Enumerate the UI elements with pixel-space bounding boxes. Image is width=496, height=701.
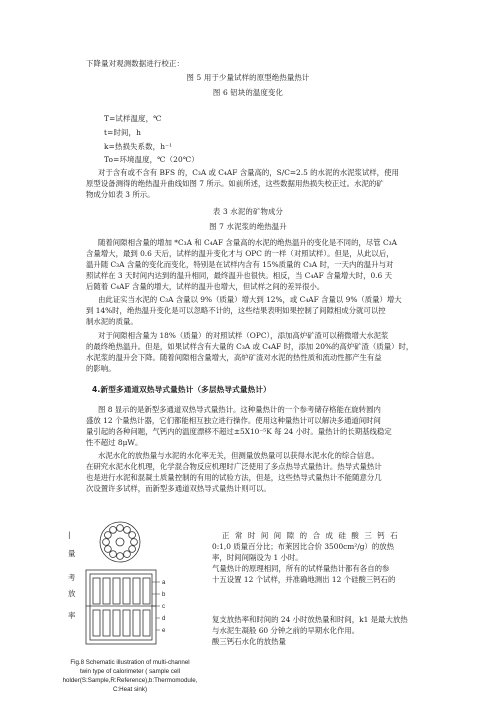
text-line: 也是进行水泥和混凝土质量控制的有用的试验方法，但是，这些热导式量热计不能随意分几 bbox=[86, 473, 382, 482]
figure6-title: 图 6 铝块的温度变化 bbox=[212, 88, 284, 97]
sample-cell bbox=[110, 551, 117, 558]
text-line: 物成分如表 3 所示。 bbox=[86, 190, 155, 199]
text-line: 照试样在 3 天时间内达到的温升相同，最终温升也很快。相反，当 C₄AF 含量增大时，0.6 天 bbox=[86, 271, 392, 280]
text-line: 水泥浆的温升会下降。随着间隙相含量增大，高炉矿渣对水泥的热性质和流动性都产生有益 bbox=[86, 353, 382, 362]
text-line: 含量增大，最到 0.6 天后，试样的温升变化才与 OPC 的一样（对照试样）。但是，从此以后， bbox=[86, 249, 394, 258]
cell-columns bbox=[93, 578, 150, 636]
text-line: 率，时间间隔设为 1 小时。 bbox=[212, 553, 303, 562]
heat-sink-outline bbox=[86, 570, 156, 644]
text-line: 酸三钙石水化的放热量 bbox=[212, 637, 286, 646]
side-char: 考 bbox=[68, 573, 76, 582]
text-line: 对于间隙相含量为 18%（质量）的对照试样（OPC），添加高炉矿渣可以稍微增大水泥浆 bbox=[98, 331, 389, 340]
text-line: 次设置许多试样，而新型多通道双热导式量热计则可以。 bbox=[86, 484, 271, 493]
sample-cell bbox=[124, 551, 131, 558]
text-line: 复支放热率和时间的 24 小时放热量和时间，k1 是最大放热 bbox=[212, 615, 408, 624]
text-line: 图 8 显示的是新型多通道双热导式量热计。这种量热计的一个参考储存格能在旋转圆内 bbox=[98, 405, 381, 414]
label-e: e bbox=[162, 628, 166, 634]
label-c: c bbox=[162, 604, 165, 610]
paragraph-multichannel-calorimeter bbox=[86, 404, 416, 448]
side-char: 放 bbox=[68, 589, 76, 598]
caption-line: holder(S:Sample,R:Reference),b:Thermomodule, bbox=[62, 677, 198, 685]
caption-line: twin type of calorimeter ( sample cell bbox=[79, 668, 181, 676]
cell-column bbox=[133, 578, 140, 604]
paragraph-heat-conduction bbox=[86, 450, 416, 494]
text-line: 量引起的各种问题，气钙内的温度漂移不超过±5X10⁻⁵K 每 24 小时。量热计的长期基线稳定 bbox=[86, 427, 392, 436]
cell-column bbox=[103, 578, 110, 604]
text-line: 随着间隙相含量的增加 *C₃A 和 C₄AF 含量高的水泥的绝热温升的变化是不同的，尽管 C₃A bbox=[98, 238, 397, 247]
side-char: 率 bbox=[68, 611, 76, 620]
center-cell bbox=[116, 538, 124, 546]
cell-column bbox=[113, 578, 120, 604]
text-line: 温升随 C₃A 含量的变化而变化，特别是在试样内含有 15%质量的 C₃A 时，一天内的温升与对 bbox=[86, 260, 394, 269]
side-char: | bbox=[68, 530, 71, 539]
right-column-text bbox=[212, 530, 412, 585]
sample-cell bbox=[103, 539, 110, 546]
text-line: 水泥水化的放热量与水泥的水化率无关，但测量放热量可以获得水泥水化的综合信息。 bbox=[98, 451, 379, 460]
sample-cell bbox=[129, 532, 136, 539]
figure5-title: 图 5 用于少量试样的原型绝热量热计 bbox=[186, 73, 310, 82]
variable-item: T=试样温度，℃ bbox=[104, 114, 162, 123]
variable-item: k=热损失系数，h⁻¹ bbox=[104, 142, 173, 151]
cell-column bbox=[143, 578, 150, 604]
section-heading: 4.新型多通道双热导式量热计（多层热导式量热计） bbox=[92, 385, 271, 394]
sample-cell bbox=[129, 546, 136, 553]
holder-outer-circle bbox=[100, 522, 140, 562]
calorimeter-side-view bbox=[86, 570, 156, 644]
side-char: 量 bbox=[68, 549, 76, 558]
caption-line: C:Heat sink) bbox=[112, 686, 148, 694]
text-line: 的影响。 bbox=[86, 364, 116, 373]
text-line: 后随着 C₄AF 含量的增大，试样的温升也增大，但试样之间的差异很小。 bbox=[86, 282, 325, 291]
paragraph-quality-control bbox=[86, 294, 416, 327]
paragraph-interstitial-phase bbox=[86, 237, 416, 292]
intro-line: 下降量对观测数据进行校正： bbox=[86, 59, 185, 68]
sample-cell bbox=[104, 546, 111, 553]
text-line: 制水泥的质量。 bbox=[86, 317, 138, 326]
sample-holder-top-view bbox=[100, 522, 140, 562]
cell-column bbox=[93, 610, 100, 636]
label-a: a bbox=[162, 580, 166, 586]
cell-column bbox=[123, 578, 130, 604]
text-line: 盛放 12 个量热计器，它们都能相互独立进行操作。使用这种量热计可以解决多通道间时间 bbox=[86, 416, 381, 425]
text-line: 原型设备测得的绝热温升曲线如图 7 所示。如前所述，这些数据用热损失校正过。水泥的矿 bbox=[86, 179, 384, 188]
cell-column bbox=[113, 610, 120, 636]
text-line: 到 14%时，绝热温升变化是可以忽略不计的，这些结果表明如果控制了间隙相成分就可以控 bbox=[86, 306, 386, 315]
text-line: 与水泥生凝般 60 分钟之前的早期水化作用。 bbox=[212, 626, 360, 635]
text-line: 的最终绝热温升。但是，如果试样含有大量的 C₃A 或 C₄AF 时，添加 20%的高炉矿渣（质量）时， bbox=[86, 342, 414, 351]
cell-column bbox=[123, 610, 130, 636]
cell-column bbox=[93, 578, 100, 604]
sample-cell bbox=[104, 532, 111, 539]
sample-cell bbox=[124, 526, 131, 533]
paragraph-adiabatic-curves bbox=[86, 167, 416, 200]
calorimeter-schematic bbox=[58, 520, 198, 650]
text-line: 对于含有或不含有 BFS 的，C₃A 或 C₄AF 含量高的，S/C=2.5 的水泥的水泥浆试样，使用 bbox=[98, 168, 399, 177]
text-line: 性不超过 8μW。 bbox=[86, 438, 143, 447]
figure7-title: 图 7 水泥浆的绝热温升 bbox=[209, 222, 287, 231]
table3-title: 表 3 水泥的矿物成分 bbox=[212, 207, 284, 216]
text-line: 由此证实当水泥的 C₃A 含量以 9%（质量）增大到 12%，或 C₄AF 含量以 9%（质量）增大 bbox=[98, 295, 402, 304]
text-line: 在研究水泥水化机理，化学混合物反应机理时广泛使用了多点热导式量热计。热导式量热计 bbox=[86, 462, 382, 471]
sample-cell bbox=[117, 553, 124, 560]
text-line: 0:1,0 质量百分比；布莱因比合价 3500cm²/g）的放热 bbox=[212, 542, 395, 551]
sample-cell bbox=[110, 526, 117, 533]
cell-column bbox=[103, 610, 110, 636]
sample-cells bbox=[103, 525, 138, 560]
sample-cell bbox=[117, 525, 124, 532]
right-column-text-lower bbox=[212, 614, 412, 647]
cell-column bbox=[133, 610, 140, 636]
variable-item: To=环境温度，℃（20℃） bbox=[104, 155, 199, 164]
text-line: 气量热计的原理相同，所有的试样量热计都有各自的参 bbox=[212, 564, 390, 573]
cell-column bbox=[143, 610, 150, 636]
variable-item: t=时间，h bbox=[104, 128, 141, 137]
label-b: b bbox=[162, 592, 166, 598]
paragraph-blast-furnace-slag bbox=[86, 330, 416, 374]
text-line: 正 常 时 间 间 隙 的 合 成 硅 酸 三 钙 石 bbox=[222, 531, 400, 540]
caption-line: Fig.8 Schematic illustration of multi-channel bbox=[70, 659, 190, 667]
label-d: d bbox=[162, 616, 166, 622]
sample-cell bbox=[131, 539, 138, 546]
text-line: 十五设置 12 个试样，并准确地测出 12 个硅酸三钙石的 bbox=[212, 575, 396, 584]
